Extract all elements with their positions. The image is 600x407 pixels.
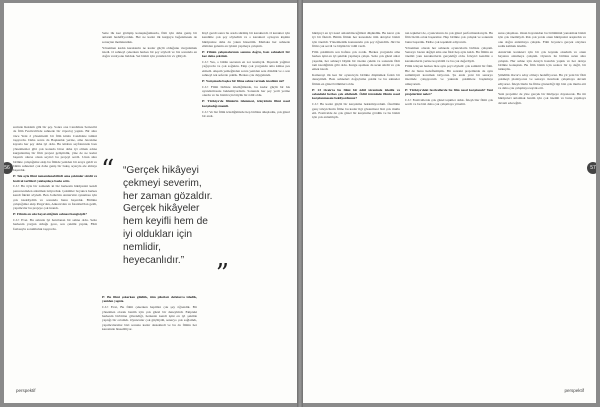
paragraph: P: 23 Ocak'ta bu filmi bir ödül töreninde izledik ve salondaki herkes çok etkilendi. Ödül töreninde filmin nasıl karşılanmasını bekliyordunuz? <box>312 87 400 101</box>
paragraph: C.U: Filmi birlikte izlediğimizde, bu kadar güçlü bir his uyandırmasını beklemiyordum. Sonunda her şey yerli yerine oturdu ve bu bizim için büyük bir ödül oldu. <box>202 84 290 98</box>
paragraph: Yeni projemiz de yine gerçek bir hikâyeye dayanacak. Bu tür hikâyeleri anlatmak benim için çok önemli ve bunu yapmaya devam edeceğim. <box>498 91 586 105</box>
paragraph: Sette ilk kez görüşüp konuştuğumuzda, film için daha geniş bir anlatım hedefliyorduk. Her ne kadar ilk kurguyu beğenmesek de sonuçtan memnunduk. <box>102 31 197 44</box>
left-column-1 <box>13 125 97 232</box>
paragraph: P: Filmin çalışmalarının sonuna doğru, bazı sahneleri bir kez daha çektiniz. <box>202 49 290 59</box>
right-column-1 <box>312 31 400 121</box>
paragraph: hikâyeyi en iyi nasıl anlatabileceğimizi düşündük. Bu karar çok iyi bir fikirdi. Bütün filmin her karesinde tüm detaylar bizim için önemli. Yönetmenlik konusunda çok şey öğrendim. Jüri bu filmi çok sevdi ve büyük bir ödül verdi. <box>312 31 400 49</box>
right-column-3 <box>498 31 586 107</box>
paragraph: P: Tek ayla filmi tamamlanabilirdi ama çekimler sürdü ve festival tarihleri yaklaştıkça baskı arttı. <box>13 174 97 183</box>
paragraph: Yönetmen olarak her sahnede oyuncularla birlikte çalıştım. Senaryo bazen değişti ama ana fikir hep aynı kaldı. Bu filmin en önemli yanı karakterlerin gerçekliği oldu. İzleyici kendini o karakterlerin yerine koyabildi ve bu çok değerliydi. <box>405 45 493 63</box>
paragraph: P: Türkiye'deki festivallerde bu film nasıl karşılandı? Yeni projeleriniz neler? <box>405 87 493 96</box>
paragraph: Kamerayı ilk kez bir oyuncuyla birlikte düşünmek farklı bir deneyimdi. Bazı sahneleri doğaçlama çektik ve bu sahneler filmin en güzel bölümleri oldu. <box>312 73 400 86</box>
paragraph: C.U: Evet. Bu aslında iyi hatırlanan bir sahne oldu. Sette herkesin yorgun olduğu gece, son çekimi yaptık, Film fazlasıyla sorumluluk taşıyordu. <box>13 217 97 231</box>
folio-left: perspektif <box>16 388 36 393</box>
pull-quote-text: “Gerçek hikâyeyi çekmeyi severim, her zaman gözaldır. Gerçek hikâyeler hem keyifli hem de iyi oldukları için nemlidir, heyecanlıdır.” <box>123 165 213 266</box>
close-quote-mark: ” <box>215 259 229 289</box>
right-page <box>303 3 596 403</box>
left-column-3 <box>202 31 290 120</box>
paragraph: Annie'nin karakteri için bir çok kaynak okudum ve onun hayatını anlamaya çalıştım. Oyuncu ile birlikte uzun süre çalıştık. Her sahne için detaylı hazırlık yaptık ve her detayı birlikte konuştuk. Bu film bizim için sadece bir iş değil, bir tutkuydu. <box>498 49 586 72</box>
paragraph: C.U: Bu kadar güçlü bir karşılama beklemiyordum. Özellikle genç izleyicilerin filme bu kadar ilgi göstermesi bizi çok mutlu etti. Festivalde de çok güzel bir karşılama gördük ve bu bizim için çok anlamlıydı. <box>312 102 400 120</box>
folio-right: perspektif <box>564 388 584 393</box>
page-number-left: 56 <box>4 162 13 174</box>
paragraph: C.U: Ve biz filmi izlediğimizde hep birlikte alkışladık, çok güzel bir andı. <box>202 109 290 118</box>
paragraph: P: Yarışmada başka bir filme sahne vermek istediniz mi? <box>202 78 285 83</box>
paragraph: P: Türkiye'de filmlerin izlenmesi, izleyicinin filmi nasıl karşıladığı önemli. <box>202 99 290 108</box>
paragraph: Şimdilik Oscar'a aday olmayı hedefliyoruz. Bu yıl yeni bir film çekmeyi planlıyoruz ve senaryo üzerinde çalışmaya devam ediyoruz. İzleyicilerin bu filme gösterdiği ilgi bizi çok mutlu etti ve daha çok çalışmaya teşvik etti. <box>498 73 586 91</box>
paragraph: C.U: Evet, Bu filmi çekerken hepimiz çok şey öğrendik. Bir yönetmen olarak benim için çok güzel bir deneyimdi. Ekipteki herkesin birbirine güvendiği, herkesin kendi işini en iyi şekilde yaptığı bir ortamdı. Oyuncular çok güçlüydü, senaryo çok sağlamdı, yapımcılarımız bizi sonuna kadar destekledi ve bu da filmin her karesinde hissediliyor. <box>102 305 197 331</box>
paragraph: C.U: Yes, o bütün sezonun en zor kısmıydı. Dışarıda yağmur yağıyordu ve çok soğuktu. Ekip çok yorgundu ama kimse pes etmedi. Akşam yemeğinden sonra yeniden sete döndük ve o son sahneyi tek seferde çektik. Herkes çok duygulandı. <box>202 60 290 78</box>
paragraph: sunu çalışması. Onun hayatından bu bölümünü yansıtmak bizim için çok önemliydi. Pek çok yerde onun hikâyesini araştırdık ve onu doğru anlatmaya çalıştık. Film boyunca gerçek olaylara sadık kalmak istedik. <box>498 31 586 49</box>
right-column-2 <box>405 31 493 108</box>
paragraph: zerinde Reklam gibi bir şey. Sonra ona Candidate Seriesi'ni de film Festivali'nde sahnede bir röportaj yaptık. Bir süre önce Yeni 2 yönetmenli bir film kitabı Candidate ismini taşıyordu. Daha sonra da Başkanlık yerine, ama öncekine kıyasla her şey daha iyi oldu. Bu kitabın sayfalarında bazı yönetmenler gibi çok konuda biraz daha iyi olmak adına kurgulanmış bir film projesi geliştirdik, yine de ne kadar başarılı olursa olsun seyirci bu projeyi sevdi. Uzun süre birlikte çalıştığımız ekip bu filmde yeniden bir araya geldi ve bütün sahneleri çok daha geniş bir bakış açısıyla ele almayı başardık. <box>13 125 97 173</box>
paragraph: P: Filmin en sıkı hayal ettiğiniz sahnesi hangisiydi? <box>13 212 87 217</box>
paragraph: Film çekiminin son haftası çok zordu. Herkes yorgundu ama herkes işini en iyi şekilde yapmaya çalıştı. Sette çok güzel anlar yaşadık, her sahneyi büyük bir özenle çektik ve sonunda film tam istediğimiz gibi oldu. Kurgu aşaması da uzun sürdü ve çok emek istedi. <box>312 49 400 72</box>
left-page <box>4 3 297 403</box>
paragraph: Yönetmen kadın karakterin ne kadar güçlü olduğunu vurgulamak istedi. O sahneyi çekerken herkes bir şey söyledi ve biz sonunda en doğru versiyonu bulduk. Set bizim için yeniden bir ev gibiydi. <box>102 45 197 59</box>
paragraph: Kiş'i gezdi sonra bu arada sürmüş bir karakterdi. O karakter için kendime çok şey söyledim ve o karakteri oynayan kişinin hikâyesine daha da yakın hissettim. Mutlaka her sahnede elimden gelenin en iyisini yapmaya çalıştım. <box>202 31 290 49</box>
paragraph: P: Bu filmi çekerken güldük, tüm pilotları defalarca izledik, yeniden yaptık. <box>102 295 197 304</box>
open-quote-mark: “ <box>101 155 115 185</box>
paragraph: C.U: Festivallerde çok güzel tepkiler aldık. İzleyiciler filmi çok sevdi ve bu bizi daha çok çalışmaya yöneltti. <box>405 97 493 107</box>
paragraph: nın tepkileri de, oyuncuların da çok güzel performanslarıydı. Bu film bizim ortak başarımız. Hep birlikte çok çalıştık ve sonunda bunu başardık. Ekibe çok teşekkür ediyorum. <box>405 31 493 44</box>
paragraph: C.U: Bu öyle bir zamandı ki biz herkesin hikâyesini kendi penceresinden anlatmak istiyorduk. Çekimler boyunca herkes kendi fikrini söyledi. Ben Jodie'nin Annie'sini oynaması için çok istekliydim ve sonunda bunu başardık. Birlikte çalıştığımız ekip Parga'dan, Ankara'dan ve İstanbul'dan geldi, yapımcılar bu projeye çok inandı. <box>13 184 97 211</box>
left-column-2-top <box>102 31 197 60</box>
page-number-right: 57 <box>587 162 596 174</box>
left-column-2-bottom <box>102 295 197 333</box>
paragraph: Filmi izleyen herkes bize aynı şeyi söyledi: çok samimi bir film. Biz de bunu hedeflemiştik. Bir sonraki projemizde de aynı samimiyeti korumak istiyoruz. Şu anda yeni bir senaryo üzerinde çalışıyorum ve yakında çekimlere başlamayı umuyorum. <box>405 64 493 86</box>
